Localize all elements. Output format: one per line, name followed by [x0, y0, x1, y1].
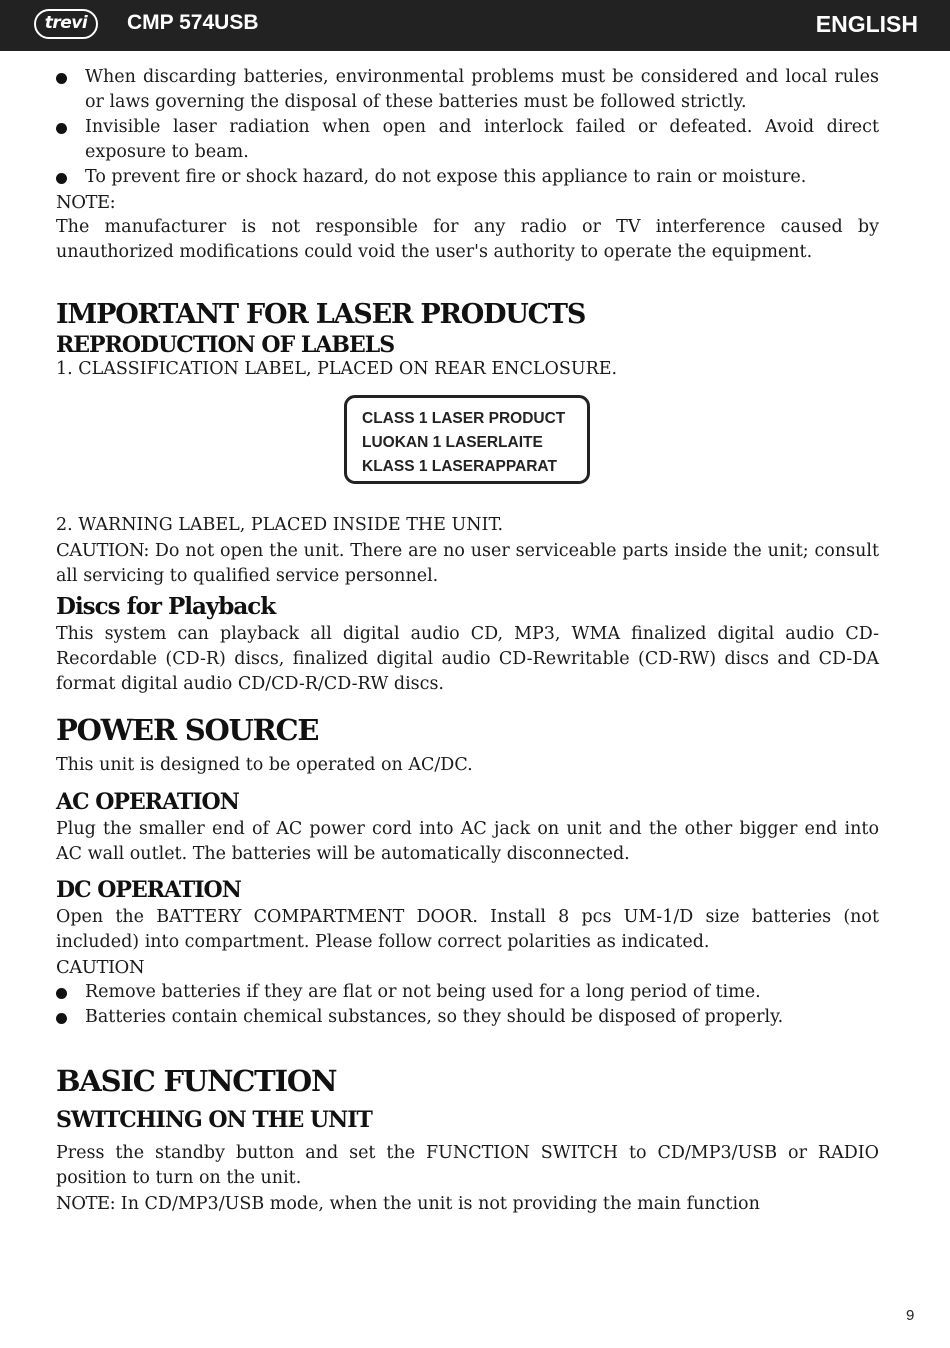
bullet-icon [56, 173, 67, 184]
bullet-icon [56, 988, 67, 999]
caution-paragraph [56, 538, 879, 589]
page-header [0, 0, 950, 51]
power-intro: This unit is designed to be operated on AC/DC. [56, 755, 473, 775]
page-number: 9 [906, 1307, 915, 1324]
note-text: The manufacturer is not responsible for any radio or TV interference caused by unauthorized modifications could void the user's authority to operate the equipment. [56, 217, 879, 262]
caution-list [56, 980, 879, 1030]
list-item: When discarding batteries, environmental problems must be considered and local rules or laws governing the disposal of these batteries must be followed strictly. [56, 65, 879, 115]
list-item: Batteries contain chemical substances, so they should be disposed of properly. [56, 1005, 879, 1030]
language-label: ENGLISH [815, 11, 918, 37]
bullet-icon [56, 1013, 67, 1024]
ac-operation-text: Plug the smaller end of AC power cord into AC jack on unit and the other bigger end into AC wall outlet. The batteries will be automatically disconnected. [56, 819, 879, 864]
caution-text: Do not open the unit. There are no user serviceable parts inside the unit; consult all servicing to qualified service personnel. [56, 541, 879, 586]
laser-heading: IMPORTANT FOR LASER PRODUCTS [56, 299, 586, 330]
classification-label-item: 1. CLASSIFICATION LABEL, PLACED ON REAR ENCLOSURE. [56, 359, 618, 379]
basic-note-paragraph [56, 1191, 879, 1213]
caution-heading: CAUTION [56, 957, 145, 978]
power-source-heading: POWER SOURCE [56, 713, 319, 747]
discs-heading: Discs for Playback [56, 593, 276, 620]
list-item: Invisible laser radiation when open and interlock failed or defeated. Avoid direct exposure to beam. [56, 115, 879, 165]
note-label: NOTE: [56, 192, 116, 213]
trevi-logo: trevi [34, 9, 98, 39]
labels-subheading: REPRODUCTION OF LABELS [56, 332, 395, 358]
bullet-icon [56, 123, 67, 134]
label-line: CLASS 1 LASER PRODUCT [362, 410, 566, 427]
dc-operation-heading: DC OPERATION [56, 877, 241, 903]
dc-operation-text: Open the BATTERY COMPARTMENT DOOR. Install 8 pcs UM-1/D size batteries (not included) into compartment. Please follow correct polarities as indicated. [56, 907, 879, 952]
basic-function-heading: BASIC FUNCTION [56, 1064, 337, 1098]
switching-on-heading: SWITCHING ON THE UNIT [56, 1107, 372, 1133]
caution-label: CAUTION: [56, 540, 149, 561]
label-line: LUOKAN 1 LASERLAITE [362, 434, 543, 451]
model-name: CMP 574USB [127, 11, 259, 34]
bullet-icon [56, 73, 67, 84]
page-content [56, 65, 879, 1213]
warning-label-item: 2. WARNING LABEL, PLACED INSIDE THE UNIT. [56, 515, 504, 535]
switching-on-text: Press the standby button and set the FUNCTION SWITCH to CD/MP3/USB or RADIO position to turn on the unit. [56, 1143, 879, 1188]
note-text: In CD/MP3/USB mode, when the unit is not providing the main function [120, 1194, 760, 1213]
ac-operation-heading: AC OPERATION [56, 789, 239, 815]
note-label: NOTE: [56, 1193, 116, 1213]
laser-classification-label [344, 395, 590, 484]
discs-text: This system can playback all digital audio CD, MP3, WMA finalized digital audio CD-Recordable (CD-R) discs, finalized digital audio CD-Rewritable (CD-RW) discs and CD-DA format digital audio CD/CD-R/CD-RW discs. [56, 624, 879, 694]
safety-list [56, 65, 879, 190]
list-item: Remove batteries if they are flat or not being used for a long period of time. [56, 980, 879, 1005]
label-line: KLASS 1 LASERAPPARAT [362, 458, 557, 475]
list-item: To prevent fire or shock hazard, do not expose this appliance to rain or moisture. [56, 165, 879, 190]
